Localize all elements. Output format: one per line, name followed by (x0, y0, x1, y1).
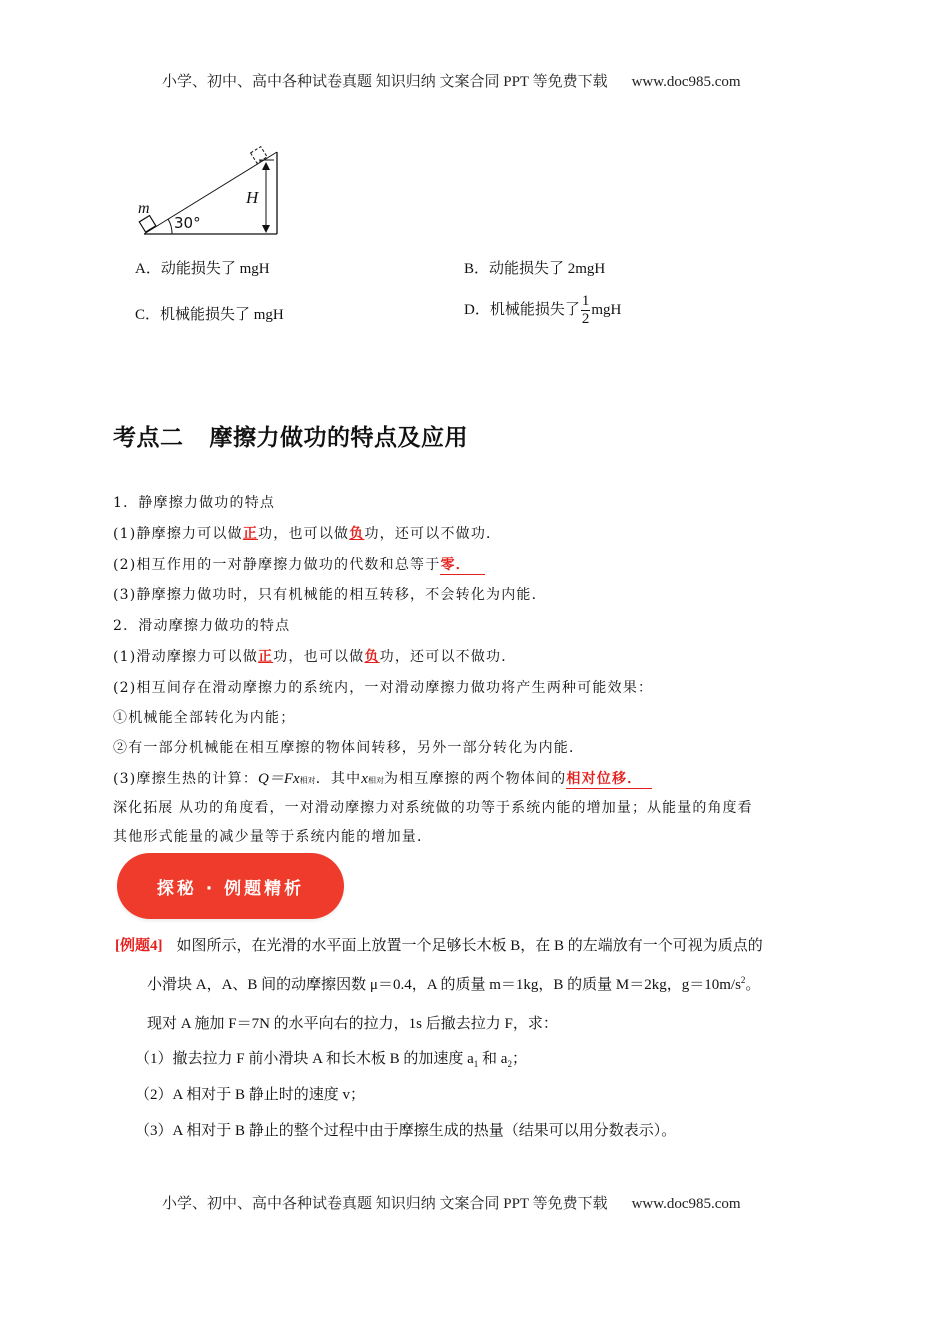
option-b[interactable] (464, 257, 605, 278)
option-letter: C． (135, 307, 161, 323)
example-4-line-3: 现对 A 施加 F＝7N 的水平向右的拉力，1s 后撤去拉力 F，求： (147, 1016, 558, 1032)
answer-negative: 负 (364, 649, 380, 665)
option-letter: B． (464, 261, 490, 277)
s2-point-2-item-1: ①机械能全部转化为内能； (113, 710, 296, 726)
incline-diagram-icon (132, 138, 292, 243)
s2-point-3: (3)摩擦生热的计算：Q＝Fx相对．其中x相对为相互摩擦的两个物体间的相对位移． (113, 767, 652, 789)
example-banner (117, 853, 344, 919)
banner-label: 探秘 · 例题精析 (156, 878, 305, 899)
s1-point-2: (2)相互作用的一对静摩擦力做功的代数和总等于零． (113, 554, 485, 575)
option-letter: D． (464, 301, 490, 318)
s2-point-2-item-2: ②有一部分机械能在相互摩擦的物体间转移，另外一部分转化为内能． (113, 740, 585, 756)
mass-label: m (138, 200, 150, 217)
option-text: 机械能损失了 (489, 301, 580, 318)
page-footer (162, 1192, 741, 1213)
example-4-line-2: 小滑块 A，A、B 间的动摩擦因数 μ＝0.4，A 的质量 m＝1kg，B 的质量 M＝2kg，$g=10m/s^2$。 (147, 975, 761, 993)
section-heading (113, 419, 468, 452)
footer-text: 小学、初中、高中各种试卷真题 知识归纳 文案合同 PPT 等免费下载 (162, 1196, 608, 1212)
s2-point-1: (1)滑动摩擦力可以做正功，也可以做负功，还可以不做功． (113, 649, 517, 665)
option-letter: A． (135, 261, 161, 277)
option-c[interactable] (135, 303, 284, 324)
option-a[interactable] (135, 257, 270, 278)
answer-negative: 负 (349, 526, 365, 542)
section-title: 摩擦力做功的特点及应用 (209, 425, 468, 451)
option-d[interactable] (464, 293, 621, 328)
question-3: （3）A 相对于 B 静止的整个过程中由于摩擦生成的热量（结果可以用分数表示）。 (135, 1123, 677, 1139)
subsection-2-title: 2．滑动摩擦力做功的特点 (113, 618, 291, 634)
subsection-1-title: 1．静摩擦力做功的特点 (113, 495, 276, 511)
answer-zero: 零． (440, 554, 484, 575)
header-url[interactable]: www.doc985.com (631, 74, 741, 90)
extension-line-1: 深化拓展 从功的角度看，一对滑动摩擦力对系统做的功等于系统内能的增加量；从能量的角度看 (113, 800, 753, 816)
example-4-line-1: [例题4] 如图所示，在光滑的水平面上放置一个足够长木板 B，在 B 的左端放有一个可视为质点的 (115, 938, 763, 954)
fraction-one-half: $\frac{1}{2}$ (581, 293, 590, 327)
heat-formula: Q＝Fx (258, 771, 300, 787)
question-2: （2）A 相对于 B 静止时的速度 v； (135, 1087, 366, 1103)
s1-point-1: (1)静摩擦力可以做正功，也可以做负功，还可以不做功． (113, 526, 502, 542)
page-header (162, 70, 741, 91)
angle-label: 30° (174, 214, 201, 232)
s2-point-2: (2)相互间存在滑动摩擦力的系统内，一对滑动摩擦力做功将产生两种可能效果： (113, 680, 654, 696)
footer-url[interactable]: www.doc985.com (631, 1196, 741, 1212)
question-1: （1）撤去拉力 F 前小滑块 A 和长木板 B 的加速度 $a_1$ 和 $a_2$； (135, 1051, 527, 1069)
example-label: [例题4] (115, 938, 163, 954)
answer-positive: 正 (242, 526, 259, 542)
option-suffix: mgH (591, 301, 622, 318)
option-text: 机械能损失了 mgH (160, 307, 284, 323)
answer-relative-displacement: 相对位移． (566, 768, 652, 789)
s1-point-3: (3)静摩擦力做功时，只有机械能的相互转移，不会转化为内能． (113, 587, 547, 603)
extension-line-2: 其他形式能量的减少量等于系统内能的增加量． (113, 829, 433, 845)
section-number: 考点二 (113, 425, 184, 451)
header-text: 小学、初中、高中各种试卷真题 知识归纳 文案合同 PPT 等免费下载 (162, 74, 608, 90)
option-text: 动能损失了 mgH (160, 261, 270, 277)
incline-figure (132, 138, 292, 243)
height-label: H (246, 188, 259, 207)
answer-positive: 正 (258, 649, 274, 665)
option-text: 动能损失了 2mgH (489, 261, 606, 277)
